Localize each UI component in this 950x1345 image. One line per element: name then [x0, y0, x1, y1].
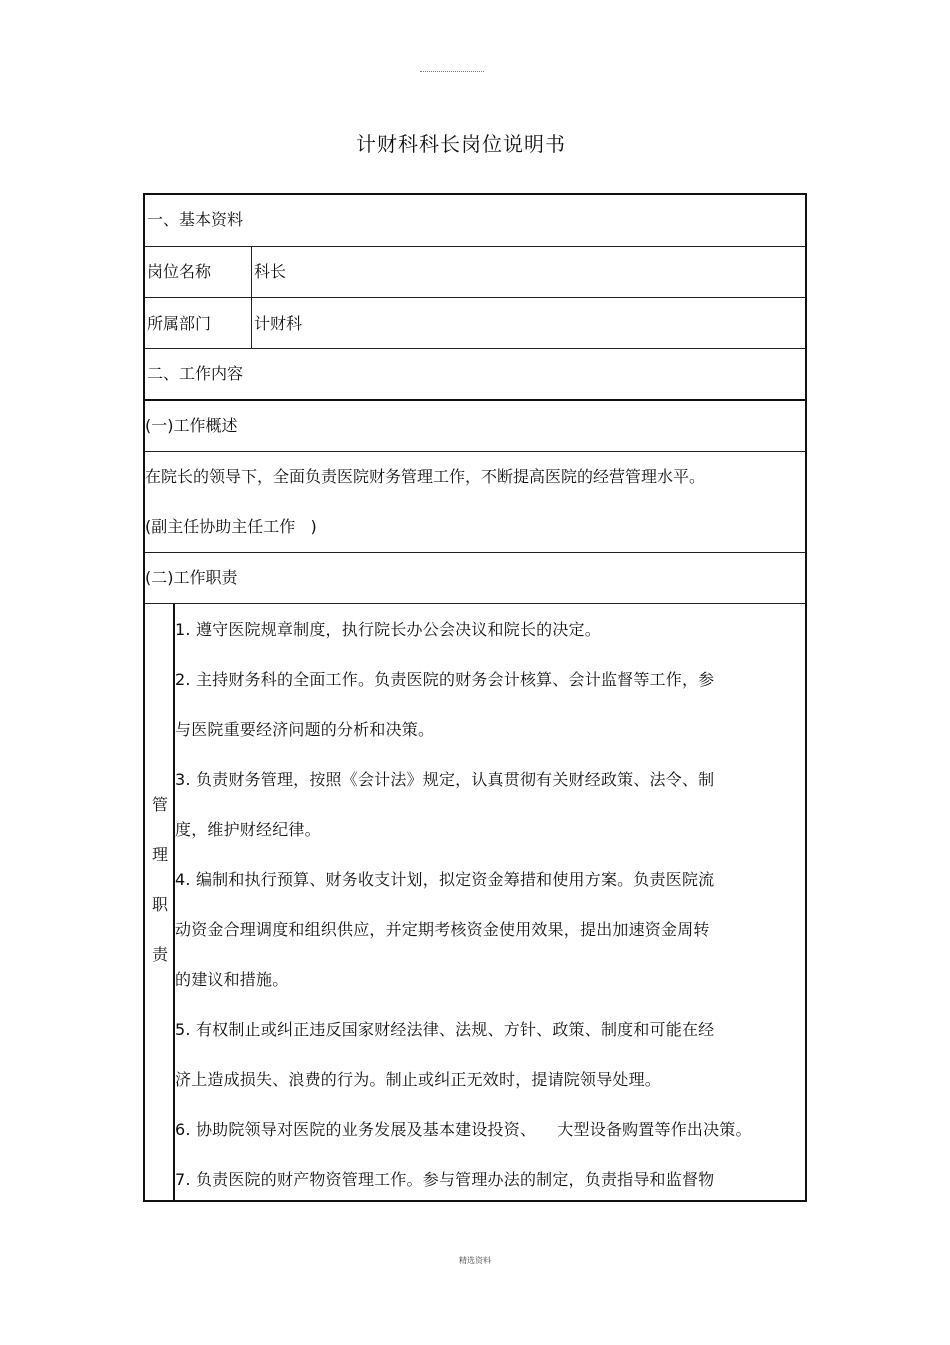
duty-line-5: 度，维护财经纪律。: [175, 820, 321, 839]
overview-heading: (一)工作概述: [145, 416, 238, 435]
duty-line-12: 7. 负责医院的财产物资管理工作。参与管理办法的制定，负责指导和监督物: [175, 1170, 715, 1189]
page-title: 计财科科长岗位说明书: [356, 132, 566, 156]
duty-line-2: 2. 主持财务科的全面工作。负责医院的财务会计核算、会计监督等工作，参: [175, 670, 715, 689]
page-footer: 精选资料: [459, 1256, 491, 1265]
position-name-label: 岗位名称: [147, 262, 212, 281]
side-label-char-3: 职: [152, 895, 169, 914]
side-label-char-4: 责: [152, 945, 169, 964]
department-value: 计财科: [254, 314, 303, 333]
basic-info-heading: 一、基本资料: [147, 210, 244, 229]
work-content-heading: 二、工作内容: [147, 364, 244, 383]
overview-line-2: (副主任协助主任工作 ): [145, 517, 317, 536]
side-label-char-1: 管: [152, 795, 169, 814]
duty-line-10: 济上造成损失、浪费的行为。制止或纠正无效时，提请院领导处理。: [175, 1070, 662, 1089]
duty-line-7: 动资金合理调度和组织供应，并定期考核资金使用效果，提出加速资金周转: [175, 920, 710, 939]
header-rule: [420, 71, 484, 72]
department-label: 所属部门: [147, 314, 212, 333]
duty-line-3: 与医院重要经济问题的分析和决策。: [175, 720, 435, 739]
position-name-value: 科长: [254, 262, 287, 281]
duty-line-9: 5. 有权制止或纠正违反国家财经法律、法规、方针、政策、制度和可能在经: [175, 1020, 715, 1039]
duties-heading-row: [145, 553, 805, 604]
duty-line-6: 4. 编制和执行预算、财务收支计划，拟定资金筹措和使用方案。负责医院流: [175, 870, 715, 889]
label-value-divider: [251, 247, 252, 349]
overview-heading-row: [145, 401, 805, 452]
department-row: [145, 298, 805, 349]
overview-text-row: [145, 452, 805, 553]
overview-line-1: 在院长的领导下，全面负责医院财务管理工作，不断提高医院的经营管理水平。: [145, 467, 706, 486]
basic-info-row: [145, 195, 805, 247]
position-name-row: [145, 247, 805, 298]
duty-line-8: 的建议和措施。: [175, 970, 289, 989]
duties-heading: (二)工作职责: [145, 568, 238, 587]
side-label-char-2: 理: [152, 845, 169, 864]
duty-line-11: 6. 协助院领导对医院的业务发展及基本建设投资、 大型设备购置等作出决策。: [175, 1120, 752, 1139]
duties-side-divider: [173, 604, 175, 1200]
duties-block: [145, 604, 805, 1200]
duty-line-4: 3. 负责财务管理，按照《会计法》规定，认真贯彻有关财经政策、法令、制: [175, 770, 715, 789]
duty-line-1: 1. 遵守医院规章制度，执行院长办公会决议和院长的决定。: [175, 620, 601, 639]
work-content-row: [145, 349, 805, 401]
job-description-table: [143, 193, 807, 1202]
